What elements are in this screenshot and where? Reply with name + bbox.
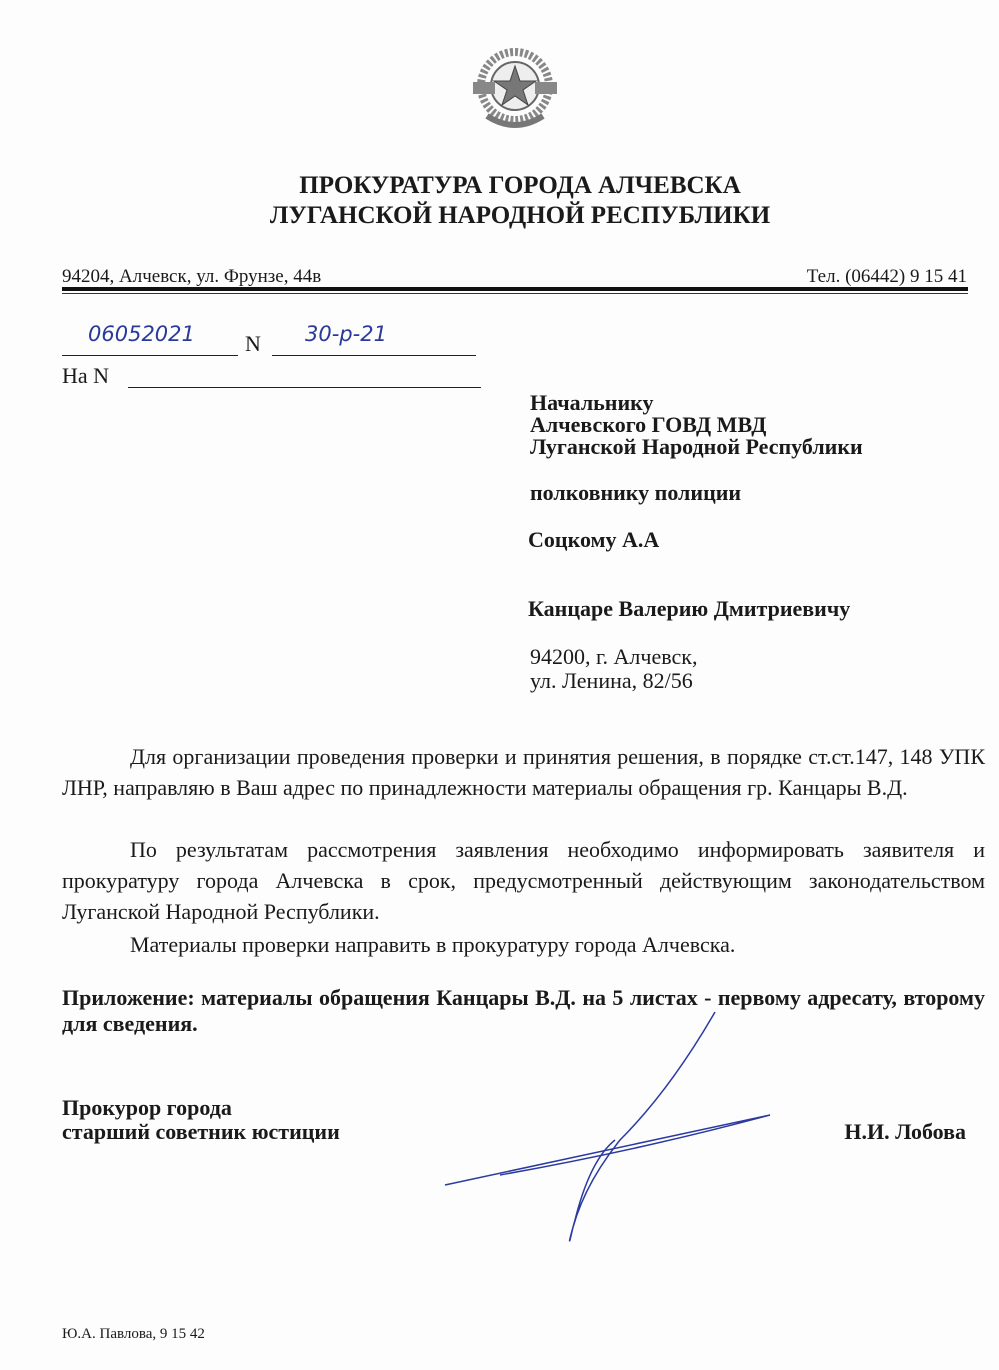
number-underline <box>272 354 476 356</box>
handwritten-signature <box>440 1010 780 1250</box>
date-underline <box>62 354 238 356</box>
body-paragraph-3: Материалы проверки направить в прокуратуру города Алчевска. <box>130 932 736 957</box>
signer-name: Н.И. Лобова <box>844 1119 966 1144</box>
reply-underline <box>128 386 481 388</box>
signer-position2: старший советник юстиции <box>62 1119 340 1144</box>
handwritten-date: 06052021 <box>88 322 195 346</box>
reply-label: На N <box>62 363 110 388</box>
emblem-icon <box>465 38 565 138</box>
second-recipient-address2: ул. Ленина, 82/56 <box>530 668 693 693</box>
handwritten-number: 30-р-21 <box>305 322 387 346</box>
body-paragraph-1: Для организации проведения проверки и принятия решения, в порядке ст.ст.147, 148 УПК ЛНР, направляю в Ваш адрес по принадлежности материалы обращения гр. Канцары В.Д. <box>62 744 985 800</box>
org-address: 94204, Алчевск, ул. Фрунзе, 44в <box>62 266 322 287</box>
recipient-line2: Алчевского ГОВД МВД <box>530 412 767 437</box>
org-title-line2: ЛУГАНСКОЙ НАРОДНОЙ РЕСПУБЛИКИ <box>269 202 771 229</box>
body-paragraph-2: По результатам рассмотрения заявления необходимо информировать заявителя и прокуратуру города Алчевска в срок, предусмотренный действующим законодательством Луганской Народной Республики. <box>62 837 985 924</box>
recipient-rank: полковнику полиции <box>530 480 742 505</box>
recipient-name: Соцкому А.А <box>528 527 660 552</box>
recipient-line3: Луганской Народной Республики <box>530 434 863 459</box>
recipient-line1: Начальнику <box>530 390 654 415</box>
attachment-note: Приложение: материалы обращения Канцары В.Д. на 5 листах - первому адресату, второму для сведения. <box>62 985 985 1036</box>
signer-position1: Прокурор города <box>62 1095 232 1120</box>
second-recipient-address1: 94200, г. Алчевск, <box>530 644 698 669</box>
second-recipient-name: Канцаре Валерию Дмитриевичу <box>528 596 851 621</box>
header-rule <box>62 287 968 291</box>
org-title-line1: ПРОКУРАТУРА ГОРОДА АЛЧЕВСКА <box>299 172 741 199</box>
executor-footer: Ю.А. Павлова, 9 15 42 <box>62 1326 205 1342</box>
number-label: N <box>245 331 261 356</box>
org-phone: Тел. (06442) 9 15 41 <box>806 266 967 287</box>
header-rule-thin <box>62 293 968 294</box>
